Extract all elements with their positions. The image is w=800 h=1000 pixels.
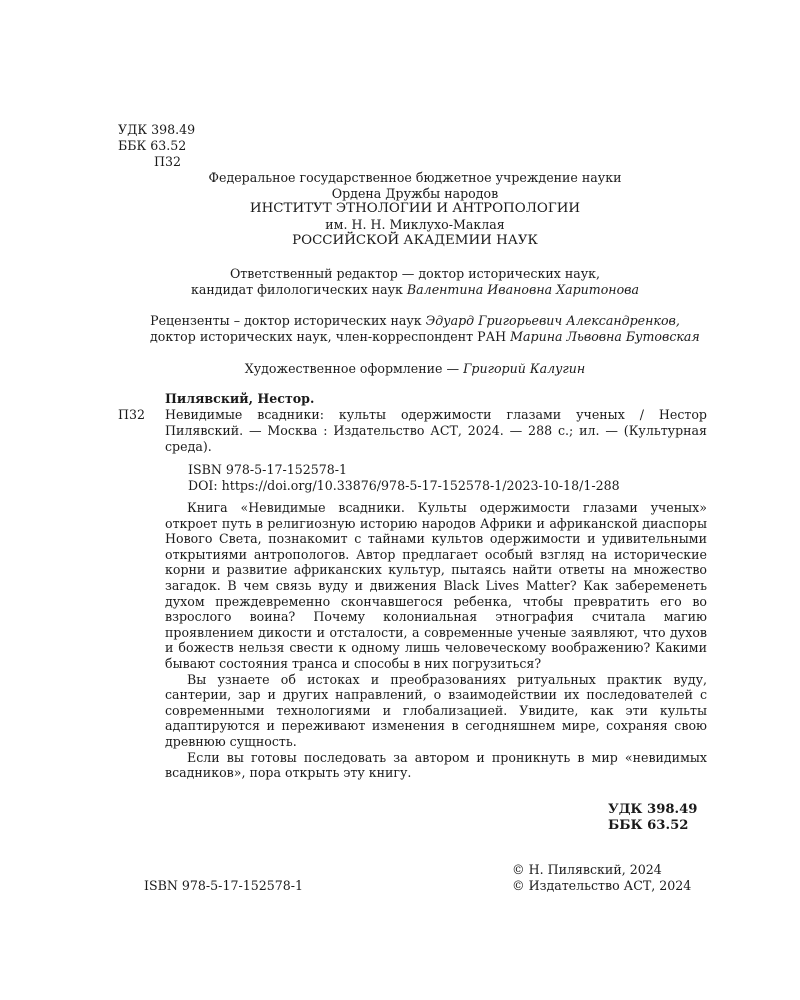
designer-name: Григорий Калугин: [463, 361, 586, 376]
institution-line-3: ИНСТИТУТ ЭТНОЛОГИИ И АНТРОПОЛОГИИ: [249, 201, 581, 216]
annotation-paragraph-2: Вы узнаете об истоках и преобразованиях ритуальных практик вуду, сантерии, зар и других направлений, о взаимодействии их последователей с современными технологиями и глобализацией. Увидите, как эти культы адаптируются и переживают изменения в сегодняшнем мире, сохраняя свою древнюю сущность.: [165, 671, 707, 749]
bib-isbn: ISBN 978-5-17-152578-1: [188, 462, 348, 477]
copyright-author: © Н. Пилявский, 2024: [512, 862, 662, 877]
institution-line-2: Ордена Дружбы народов: [331, 186, 499, 201]
annotation-paragraph-1: Книга «Невидимые всадники. Культы одержимости глазами ученых» откроет путь в религиозную историю народов Африки и африканской диаспоры Нового Света, познакомит с тайнами культов одержимости и удивительными открытиями антропологов. Автор предлагает особый взгляд на исторические корни и развитие африканских культур, пытаясь найти ответы на множество загадок. В чем связь вуду и движения Black Lives Matter? Как забеременеть духом преждевременно скончавшегося ребенка, чтобы превратить его во взрослого воина? Почему колониальная этнография считала магию проявлением дикости и отсталости, а современные ученые заявляют, что духов и божеств нельзя свести к одному лишь человеческому воображению? Какими бывают состояния транса и способы в них погрузиться?: [165, 500, 707, 671]
reviewer-2-name: Марина Львовна Бутовская: [510, 329, 700, 344]
author-sign-code: П32: [154, 154, 182, 169]
bbk-code: ББК 63.52: [118, 138, 187, 153]
institution-line-4: им. Н. Н. Миклухо-Маклая: [325, 217, 505, 232]
design-credit: [150, 361, 680, 377]
index-udk: УДК 398.49: [608, 802, 698, 817]
reviewer-1-title: Рецензенты – доктор исторических наук: [150, 313, 426, 328]
editor-line-1: Ответственный редактор — доктор исторических наук,: [229, 266, 601, 281]
bib-doi: DOI: https://doi.org/10.33876/978-5-17-152578-1/2023-10-18/1-288: [188, 478, 620, 493]
editor-title: кандидат филологических наук: [190, 282, 407, 297]
reviewers-line-2: [150, 329, 700, 345]
bib-line-1: Невидимые всадники: культы одержимости глазами ученых / Нестор: [165, 407, 707, 422]
design-title: Художественное оформление —: [244, 361, 464, 376]
bib-author: Пилявский, Нестор.: [165, 391, 315, 406]
bib-line-2: Пилявский. — Москва : Издательство АСТ, 2024. — 288 с.; ил. — (Культурная: [165, 423, 707, 438]
bib-code: П32: [118, 407, 146, 422]
udk-code: УДК 398.49: [118, 122, 196, 137]
bib-line-3: среда).: [165, 439, 212, 454]
editor-line-2: [150, 282, 680, 298]
reviewer-2-title: доктор исторических наук, член-корреспондент РАН: [150, 329, 511, 344]
reviewer-1-name: Эдуард Григорьевич Александренков,: [425, 313, 680, 328]
institution-line-1: Федеральное государственное бюджетное учреждение науки: [208, 170, 622, 185]
annotation-paragraph-3: Если вы готовы последовать за автором и проникнуть в мир «невидимых всадников», пора открыть эту книгу.: [165, 749, 707, 781]
annotation: [165, 500, 707, 781]
editor-name: Валентина Ивановна Харитонова: [406, 282, 640, 297]
institution-line-5: РОССИЙСКОЙ АКАДЕМИИ НАУК: [292, 233, 538, 248]
reviewers-line-1: [150, 313, 680, 329]
copyright-publisher: © Издательство АСТ, 2024: [512, 878, 692, 893]
index-bbk: ББК 63.52: [608, 818, 689, 833]
footer-isbn: ISBN 978-5-17-152578-1: [144, 878, 304, 893]
